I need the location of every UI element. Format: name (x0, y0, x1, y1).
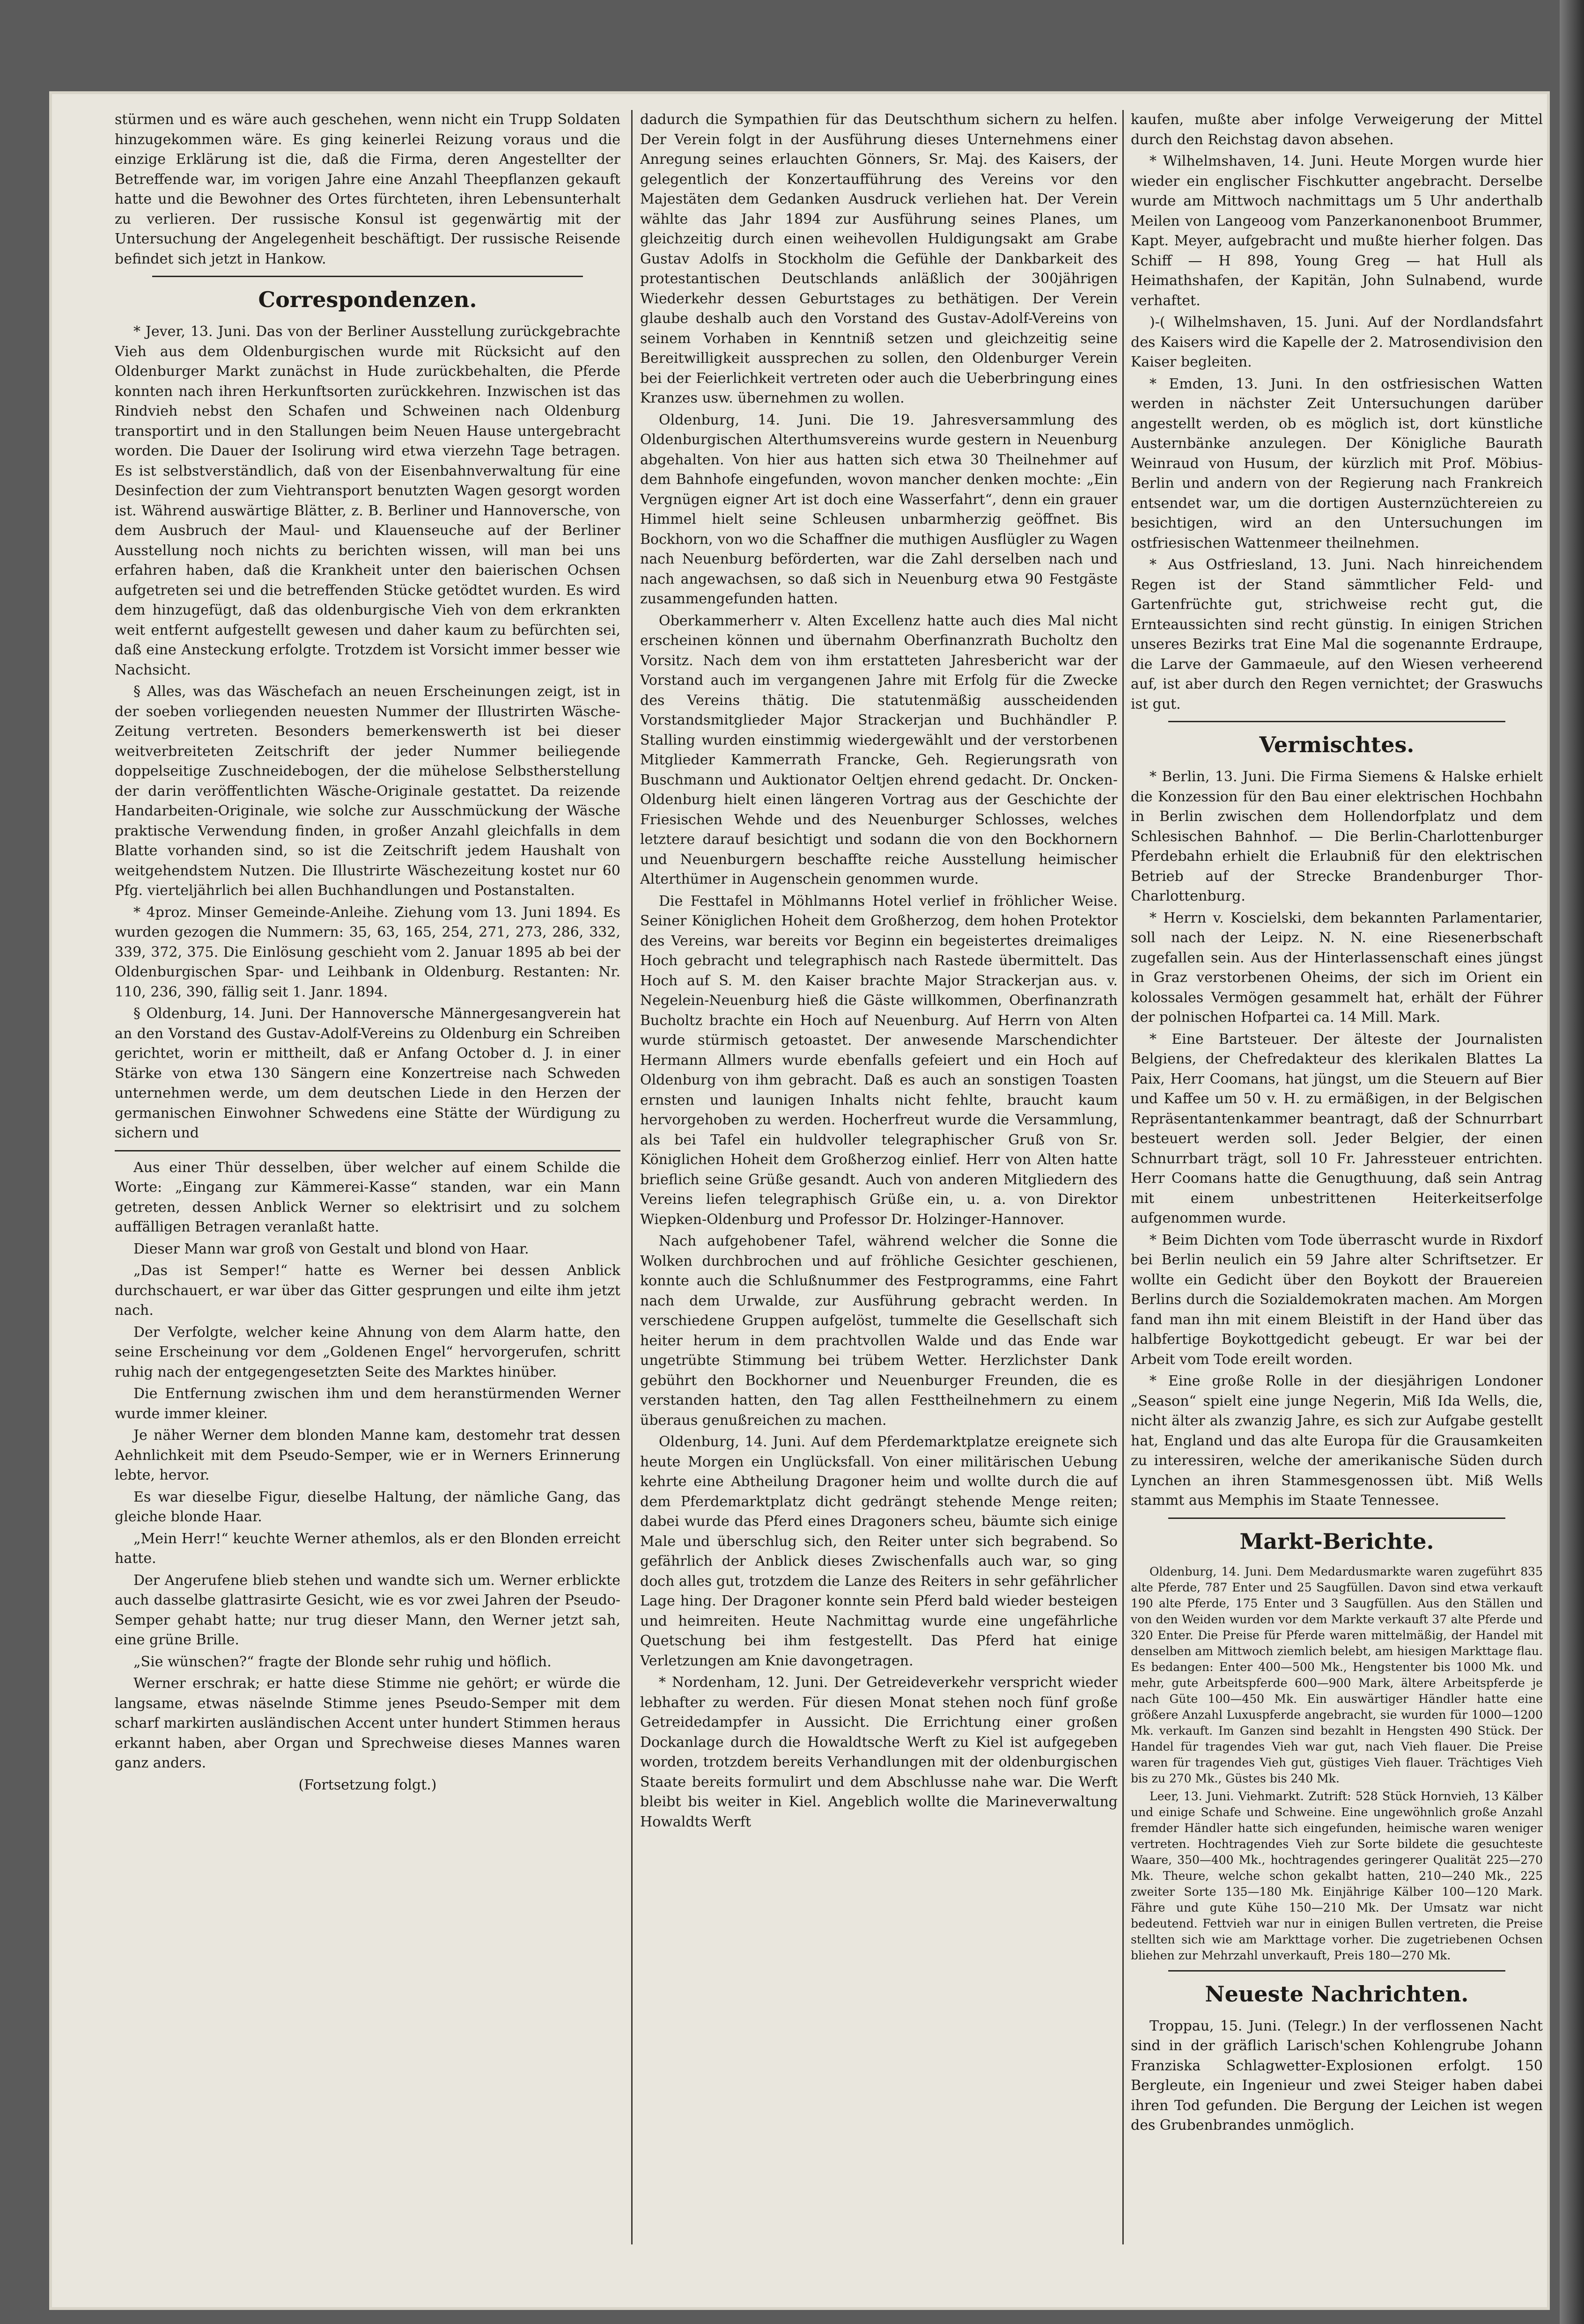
column-1 (115, 110, 620, 1797)
article-oldenburg-alterthumsverein: Oldenburg, 14. Juni. Die 19. Jahresversammlung des Oldenburgischen Alterthumsvereins wurde gestern in Neuenburg abgehalten. Von hier aus hatten sich etwa 30 Theilnehmer auf dem Bahnhofe eingefunden, wovon mancher denken mochte: „Ein Vergnügen eigner Art ist doch eine Wasserfahrt“, denn ein grauer Himmel hielt seine Schleusen unbarmherzig geöffnet. Bis Bockhorn, von wo die Schaffner die muthigen Ausflügler zu Wagen nach Neuenburg beförderten, war die Zahl derselben nach und nach angewachsen, so daß sich in Neuenburg etwa 90 Festgäste zusammengefunden hatten. (640, 411, 1118, 607)
section-heading-neueste-nachrichten: Neueste Nachrichten. (1205, 1981, 1469, 2007)
article-continuation: kaufen, mußte aber infolge Verweigerung der Mittel durch den Reichstag davon absehen. (1131, 111, 1543, 148)
feuilleton-paragraph: Die Entfernung zwischen ihm und dem heranstürmenden Werner wurde immer kleiner. (115, 1386, 620, 1422)
divider (1168, 1518, 1505, 1519)
column-rule-1 (631, 110, 633, 2244)
section-heading-marktberichte: Markt-Berichte. (1239, 1528, 1434, 1554)
article-bartsteuer: * Eine Bartsteuer. Der älteste der Journalisten Belgiens, der Chefredakteur des klerikalen Blattes La Paix, Herr Coomans, hat jüngst, um die Steuern auf Bier und Kaffee um 50 v. H. zu ermäßigen, in der Belgischen Repräsentantenkammer beantragt, daß der Schnurrbart besteuert werden soll. Jeder Belgier, der einen Schnurrbart trägt, soll 10 Fr. Jahressteuer entrichten. Herr Coomans hatte die Genugthuung, daß sein Antrag mit einem unbestrittenen Heiterkeitserfolge aufgenommen wurde. (1131, 1031, 1543, 1226)
article-troppau: Troppau, 15. Juni. (Telegr.) In der verflossenen Nacht sind in der gräflich Larisch'schen Kohlengrube Johann Franziska Schlagwetter-Explosionen erfolgt. 150 Bergleute, ein Ingenieur und zwei Steiger haben dabei ihren Tod gefunden. Die Bergung der Leichen ist wegen des Grubenbrandes unmöglich. (1131, 2017, 1543, 2133)
article-emden: * Emden, 13. Juni. In den ostfriesischen Watten werden in nächster Zeit Untersuchungen darüber angestellt werden, ob es möglich ist, dort künstliche Austernbänke anzulegen. Der Königliche Baurath Weinraud von Husum, der kürzlich mit Prof. Möbius-Berlin und andern von der Regierung nach Frankreich entsendet war, um die dortigen Austernzüchtereien zu besichtigen, wird an den Untersuchungen im ostfriesischen Wattenmeer theilnehmen. (1131, 375, 1543, 551)
article-dichter: * Beim Dichten vom Tode überrascht wurde in Rixdorf bei Berlin neulich ein 59 Jahre alter Schriftsetzer. Er wollte ein Gedicht über den Boykott der Brauereien Berlins durch die Sozialdemokraten machen. Am Morgen fand man ihn mit einem Bleistift in der Hand über das halbfertige Boykottgedicht gebeugt. Er war bei der Arbeit vom Tode ereilt worden. (1131, 1232, 1543, 1368)
book-binding-edge (1560, 0, 1584, 2324)
article-minser-anleihe: * 4proz. Minser Gemeinde-Anleihe. Ziehung vom 13. Juni 1894. Es wurden gezogen die Nummern: 35, 63, 165, 254, 271, 273, 286, 332, 339, 372, 375. Die Einlösung geschieht vom 2. Januar 1895 ab bei der Oldenburgischen Spar- und Leihbank in Oldenburg. Restanten: Nr. 110, 236, 390, fällig seit 1. Janr. 1894. (115, 904, 620, 1000)
article-oldenburg-unglueck: Oldenburg, 14. Juni. Auf dem Pferdemarktplatze ereignete sich heute Morgen ein Unglücksfall. Von einer militärischen Uebung kehrte eine Abtheilung Dragoner heim und wollte durch die auf dem Pferdemarktplatz dicht gedrängt stehende Menge reiten; dabei wurde das Pferd eines Dragoners scheu, bäumte sich einige Male und überschlug sich, den Reiter unter sich begrabend. So gefährlich der Anblick dieses Zwischenfalls auch war, so ging doch alles gut, trotzdem die Lanze des Reiters in sehr gefährlicher Lage hing. Der Dragoner konnte sein Pferd bald wieder besteigen und heimreiten. Heute Nachmittag wurde eine ungefährliche Quetschung bei ihm festgestellt. Das Pferd hat einige Verletzungen am Knie davongetragen. (640, 1434, 1118, 1669)
article-paragraph: Nach aufgehobener Tafel, während welcher die Sonne die Wolken durchbrochen und auf fröhliche Gesichter geschienen, konnte auch die Schlußnummer des Festprogramms, eine Fahrt nach dem Urwalde, zur Ausführung gebracht werden. In verschiedene Gruppen aufgelöst, tummelte die Gesellschaft sich heiter herum in dem prachtvollen Walde und das Ende war ungetrübte Stimmung bei trübem Wetter. Herzlichster Dank gebührt den Bockhorner und Neuenburger Freunden, die es verstanden hatten, den Tag allen Festtheilnehmern zu einem überaus genußreichen zu machen. (640, 1233, 1118, 1429)
article-oldenburg-maennergesang: § Oldenburg, 14. Juni. Der Hannoversche Männergesangverein hat an den Vorstand des Gustav-Adolf-Vereins zu Oldenburg ein Schreiben gerichtet, worin er mittheilt, daß er Anfang October d. J. in einer Stärke von etwa 130 Sängern eine Konzertreise nach Schweden unternehmen werde, um dem deutschen Liede in den Herzen der germanischen Einwohner Schwedens eine Stätte der Würdigung zu sichern und (115, 1005, 620, 1141)
newspaper-page (49, 91, 1550, 2310)
column-rule-2 (1122, 110, 1124, 2244)
divider (1168, 1970, 1505, 1972)
article-grosse-rolle: * Eine große Rolle in der diesjährigen Londoner „Season“ spielt eine junge Negerin, Miß Ida Wells, die, nicht älter als zwanzig Jahre, es sich zur Aufgabe gestellt hat, England und das alte Europa für die Grausamkeiten zu interessiren, welche der amerikanische Süden durch Lynchen an ihren Stammesgenossen übt. Miß Wells stammt aus Memphis im Staate Tennessee. (1131, 1373, 1543, 1509)
article-paragraph: Oberkammerherr v. Alten Excellenz hatte auch dies Mal nicht erscheinen können und übernahm Oberfinanzrath Bucholtz den Vorsitz. Nach dem von ihm erstatteten Jahresbericht war der Vorstand auch im vergangenen Jahre mit Erfolg für die Zwecke des Vereins thätig. Die statutenmäßig ausscheidenden Vorstandsmitglieder Major Strackerjan und Buchhändler P. Stalling wurden einstimmig wiedergewählt und der verstorbenen Mitglieder Kammerrath Francke, Geh. Regierungsrath von Buschmann und Auktionator Oeltjen ehrend gedacht. Dr. Oncken-Oldenburg hielt einen längeren Vortrag aus der Geschichte der Friesischen Wehde und des Neuenburger Schlosses, welches letztere darauf besichtigt und sodann die von den Bockhornern und Neuenburgern beschaffte reiche Ausstellung heimischer Alterthümer in Augenschein genommen wurde. (640, 612, 1118, 887)
article-nordenham: * Nordenham, 12. Juni. Der Getreideverkehr verspricht wieder lebhafter zu werden. Für diesen Monat stehen noch fünf große Getreidedampfer in Aussicht. Die Errichtung einer großen Dockanlage durch die Howaldtsche Werft zu Kiel ist aufgegeben worden, trotzdem bereits Verhandlungen mit der oldenburgischen Staate bereits formulirt und dem Abschlusse nahe war. Die Werft bleibt bis weiter in Kiel. Angeblich wollte die Marineverwaltung Howaldts Werft (640, 1674, 1118, 1830)
article-ostfriesland: * Aus Ostfriesland, 13. Juni. Nach hinreichendem Regen ist der Stand sämmtlicher Feld- und Gartenfrüchte gut, strichweise recht gut, die Ernteaussichten sind recht günstig. In einigen Strichen unseres Bezirks trat Eine Mal die sogenannte Erdraupe, die Larve der Gammaeule, auf den Wiesen verheerend auf, ist aber durch den Regen vernichtet; der Graswuchs ist gut. (1131, 557, 1543, 712)
feuilleton-paragraph: „Mein Herr!“ keuchte Werner athemlos, als er den Blonden erreicht hatte. (115, 1530, 620, 1567)
article-jever: * Jever, 13. Juni. Das von der Berliner Ausstellung zurückgebrachte Vieh aus dem Oldenburgischen wurde mit Rücksicht auf den Oldenburger Markt zunächst in Hude zurückbehalten, die Pferde konnten nach ihren Herkunftsorten zurückkehren. Inzwischen ist das Rindvieh nebst den Schafen und Schweinen nach Oldenburg transportirt und in den Stallungen beim Neuen Hause untergebracht worden. Die Dauer der Isolirung wird etwa vierzehn Tage betragen. Es ist selbstverständlich, daß von der Eisenbahnverwaltung für eine Desinfection der zum Viehtransport benutzten Wagen gesorgt worden ist. Während auswärtige Blätter, z. B. Berliner und Hannoversche, von dem Ausbruch der Maul- und Klauenseuche auf der Berliner Ausstellung noch nichts zu berichten wissen, will man bei uns erfahren haben, daß die Krankheit unter den baierischen Ochsen aufgetreten sei und die betreffenden Stücke getödtet wurden. Es wird dem hinzugefügt, daß das oldenburgische Vieh von dem erkrankten weit entfernt aufgestellt gewesen und daher kaum zu befürchten sei, daß eine Ansteckung erfolgte. Trotzdem ist Vorsicht immer besser wie Nachsicht. (115, 323, 620, 678)
feuilleton-paragraph: Aus einer Thür desselben, über welcher auf einem Schilde die Worte: „Eingang zur Kämmerei-Kasse“ standen, war ein Mann getreten, dessen Anblick Werner so elektrisirt und zu solchem auffälligen Betragen veranlaßt hatte. (115, 1159, 620, 1235)
article-waesche-zeitung: § Alles, was das Wäschefach an neuen Erscheinungen zeigt, ist in der soeben vorliegenden neuesten Nummer der Illustrirten Wäsche-Zeitung vertreten. Besonders bemerkenswerth ist bei dieser weitverbreiteten Zeitschrift der jeder Nummer beiliegende doppelseitige Zuschneidebogen, der die mühelose Selbstherstellung der darin veröffentlichten Wäsche-Originale gestattet. Da reizende Handarbeiten-Originale, wie solche zur Ausschmückung der Wäsche praktische Verwendung finden, in großer Anzahl gleichfalls in dem Blatte vorhanden sind, so ist die Zeitschrift jedem Haushalt von weitgehendstem Nutzen. Die Illustrirte Wäschezeitung kostet nur 60 Pfg. vierteljährlich bei allen Buchhandlungen und Postanstalten. (115, 683, 620, 899)
section-heading-correspondenzen: Correspondenzen. (258, 287, 477, 312)
feuilleton-divider (115, 1150, 620, 1151)
column-3 (1131, 110, 1543, 2138)
feuilleton-paragraph: Dieser Mann war groß von Gestalt und blond von Haar. (133, 1240, 529, 1257)
continuation-note: (Fortsetzung folgt.) (298, 1776, 437, 1793)
market-report-leer: Leer, 13. Juni. Viehmarkt. Zutrift: 528 Stück Hornvieh, 13 Kälber und einige Schafe und Schweine. Eine ungewöhnlich große Anzahl fremder Händler hatte sich eingefunden, heimische waren weniger vertreten. Hochtragendes Vieh zur Sorte bildete die gesuchteste Waare, 350—400 Mk., hochtragendes geringerer Qualität 225—270 Mk. Theure, welche schon gekalbt hatten, 210—240 Mk., 225 zweiter Sorte 135—180 Mk. Einjährige Kälber 100—120 Mark. Fähre und gute Kühe 150—210 Mk. Der Umsatz war nicht bedeutend. Fettvieh war nur in einigen Bullen vertreten, die Preise stellten sich wie am Markttage vorher. Die zugetriebenen Ochsen bliehen zur Mehrzahl unverkauft, Preis 180—270 Mk. (1131, 1789, 1543, 1962)
section-heading-vermischtes: Vermischtes. (1259, 732, 1415, 757)
article-koscielski: * Herrn v. Koscielski, dem bekannten Parlamentarier, soll nach der Leipz. N. N. eine Riesenerbschaft zugefallen sein. Aus der Hinterlassenschaft eines jüngst in Graz verstorbenen Oheims, der sich im Orient ein kolossales Vermögen gesammelt hat, erhält der Führer der polnischen Hofpartei ca. 14 Mill. Mark. (1131, 909, 1543, 1026)
feuilleton-paragraph: „Das ist Semper!“ hatte es Werner bei dessen Anblick durchschauert, er war über das Gitter gesprungen und eilte ihm jetzt nach. (115, 1262, 620, 1319)
article-wilhelmshaven-nordlandsfahrt: )-( Wilhelmshaven, 15. Juni. Auf der Nordlandsfahrt des Kaisers wird die Kapelle der 2. Matrosendivision den Kaiser begleiten. (1131, 314, 1543, 370)
divider (152, 276, 583, 277)
feuilleton-paragraph: „Sie wünschen?“ fragte der Blonde sehr ruhig und höflich. (133, 1653, 552, 1670)
article-intro: stürmen und es wäre auch geschehen, wenn nicht ein Trupp Soldaten hinzugekommen wäre. Es ging keinerlei Reizung voraus und die einzige Erklärung ist die, daß die Firma, deren Angestellter der Betreffende war, im vorigen Jahre eine Anzahl Theepflanzen gekauft hatte und die Bewohner des Ortes fürchteten, ihren Lebensunterhalt zu verlieren. Der russische Konsul ist gegenwärtig mit der Untersuchung der Angelegenheit beschäftigt. Der russische Reisende befindet sich jetzt in Hankow. (115, 111, 620, 267)
article-berlin: * Berlin, 13. Juni. Die Firma Siemens & Halske erhielt die Konzession für den Bau einer elektrischen Hochbahn in Berlin zwischen dem Hollendorfplatz und dem Schlesischen Bahnhof. — Die Berlin-Charlottenburger Pferdebahn erhielt die Erlaubniß für den elektrischen Betrieb auf der Strecke Brandenburger Thor-Charlottenburg. (1131, 769, 1543, 904)
feuilleton-paragraph: Der Angerufene blieb stehen und wandte sich um. Werner erblickte auch dasselbe glattrasirte Gesicht, wie es vor zwei Jahren der Pseudo-Semper gehabt hatte; nur trug dieser Mann, den Werner jetzt sah, eine grüne Brille. (115, 1572, 620, 1648)
market-report-oldenburg: Oldenburg, 14. Juni. Dem Medardusmarkte waren zugeführt 835 alte Pferde, 787 Enter und 25 Saugfüllen. Davon sind etwa verkauft 190 alte Pferde, 175 Enter und 3 Saugfüllen. Aus den Ställen und von den Weiden wurden vor dem Markte verkauft 37 alte Pferde und 320 Enter. Die Preise für Pferde waren mittelmäßig, der Handel mit denselben am Mittwoch ziemlich belebt, am hiesigen Markttage flau. Es bedangen: Enter 400—500 Mk., Hengstenter bis 1000 Mk. und mehr, gute Arbeitspferde 600—900 Mark, ältere Arbeitspferde je nach Güte 100—450 Mk. Ein auswärtiger Händler hatte eine größere Anzahl Luxuspferde angebracht, sie wurden für 1000—1200 Mk. verkauft. Im Ganzen sind bezahlt in Hengsten 490 Stück. Der Handel für tragendes Vieh war gut, nach Vieh flauer. Die Preise waren für tragendes Vieh gut, güstiges Vieh flauer. Trächtiges Vieh bis zu 270 Mk., Güstes bis 240 Mk. (1131, 1564, 1543, 1785)
article-paragraph: Die Festtafel in Möhlmanns Hotel verlief in fröhlicher Weise. Seiner Königlichen Hoheit dem Großherzog, dem hohen Protektor des Vereins, war bereits vor Beginn ein begeistertes dreimaliges Hoch gebracht und telegraphisch nach Rastede übermittelt. Das Hoch auf S. M. den Kaiser brachte Major Strackerjan aus. v. Negelein-Neuenburg hieß die Gäste willkommen, Oberfinanzrath Bucholtz brachte ein Hoch auf Neuenburg. Auf Herrn von Alten wurde stürmisch getoastet. Der anwesende Marschendichter Hermann Allmers wurde ebenfalls gefeiert und ein Hoch auf Oldenburg von ihm gebracht. Daß es auch an sonstigen Toasten ernsten und launigen Inhalts nicht fehlte, braucht kaum hervorgehoben zu werden. Hocherfreut wurde die Versammlung, als bei Tafel ein huldvoller telegraphischer Gruß von Sr. Königlichen Hoheit dem Großherzog einlief. Herr von Alten hatte brieflich seine Grüße gesandt. Auch von anderen Mitgliedern des Vereins liefen telegraphisch Grüße ein, u. a. von Direktor Wiepken-Oldenburg und Professor Dr. Holzinger-Hannover. (640, 893, 1118, 1228)
feuilleton-paragraph: Je näher Werner dem blonden Manne kam, destomehr trat dessen Aehnlichkeit mit dem Pseudo-Semper, wie er in Werners Erinnerung lebte, hervor. (115, 1427, 620, 1483)
feuilleton-paragraph: Werner erschrak; er hatte diese Stimme nie gehört; er würde die langsame, etwas näselnde Stimme jenes Pseudo-Semper mit dem scharf markirten ausländischen Accent unter hundert Stimmen heraus erkannt haben, aber Organ und Sprechweise dieses Mannes waren ganz anders. (115, 1675, 620, 1771)
feuilleton-paragraph: Es war dieselbe Figur, dieselbe Haltung, der nämliche Gang, das gleiche blonde Haar. (115, 1488, 620, 1525)
article-continuation: dadurch die Sympathien für das Deutschthum sichern zu helfen. Der Verein folgt in der Ausführung dieses Unternehmens einer Anregung seines erlauchten Gönners, Sr. Maj. des Kaisers, der gelegentlich der Konzertaufführung des Vereins vor den Majestäten dem Gedanken Ausdruck verliehen hat. Der Verein wählte das Jahr 1894 zur Ausführung seines Planes, um gleichzeitig durch einen weihevollen Huldigungsakt am Grabe Gustav Adolfs in Stockholm die Gefühle der Dankbarkeit des protestantischen Deutschlands anläßlich der 300jährigen Wiederkehr dessen Geburtstages zu bethätigen. Der Verein glaube deshalb auch den Vorstand des Gustav-Adolf-Vereins von seinem Vorhaben in Kenntniß setzen und gleichzeitig seine Bereitwilligkeit aussprechen zu sollen, den Oldenburger Verein bei der Feierlichkeit vertreten oder auch die Ueberbringung eines Kranzes usw. übernehmen zu wollen. (640, 111, 1118, 406)
divider (1168, 721, 1505, 722)
feuilleton-paragraph: Der Verfolgte, welcher keine Ahnung von dem Alarm hatte, den seine Erscheinung vor dem „Goldenen Engel“ hervorgerufen, schritt ruhig nach der entgegengesetzten Seite des Marktes hinüber. (115, 1324, 620, 1380)
article-wilhelmshaven-fischkutter: * Wilhelmshaven, 14. Juni. Heute Morgen wurde hier wieder ein englischer Fischkutter angebracht. Derselbe wurde am Mittwoch nachmittags um 5 Uhr anderthalb Meilen von Langeoog vom Panzerkanonenboot Brummer, Kapt. Meyer, aufgebracht und mußte hierher folgen. Das Schiff — H 898, Young Greg — hat Hull als Heimathshafen, der Kapitän, John Sulnabend, wurde verhaftet. (1131, 153, 1543, 309)
column-2 (640, 110, 1118, 1834)
